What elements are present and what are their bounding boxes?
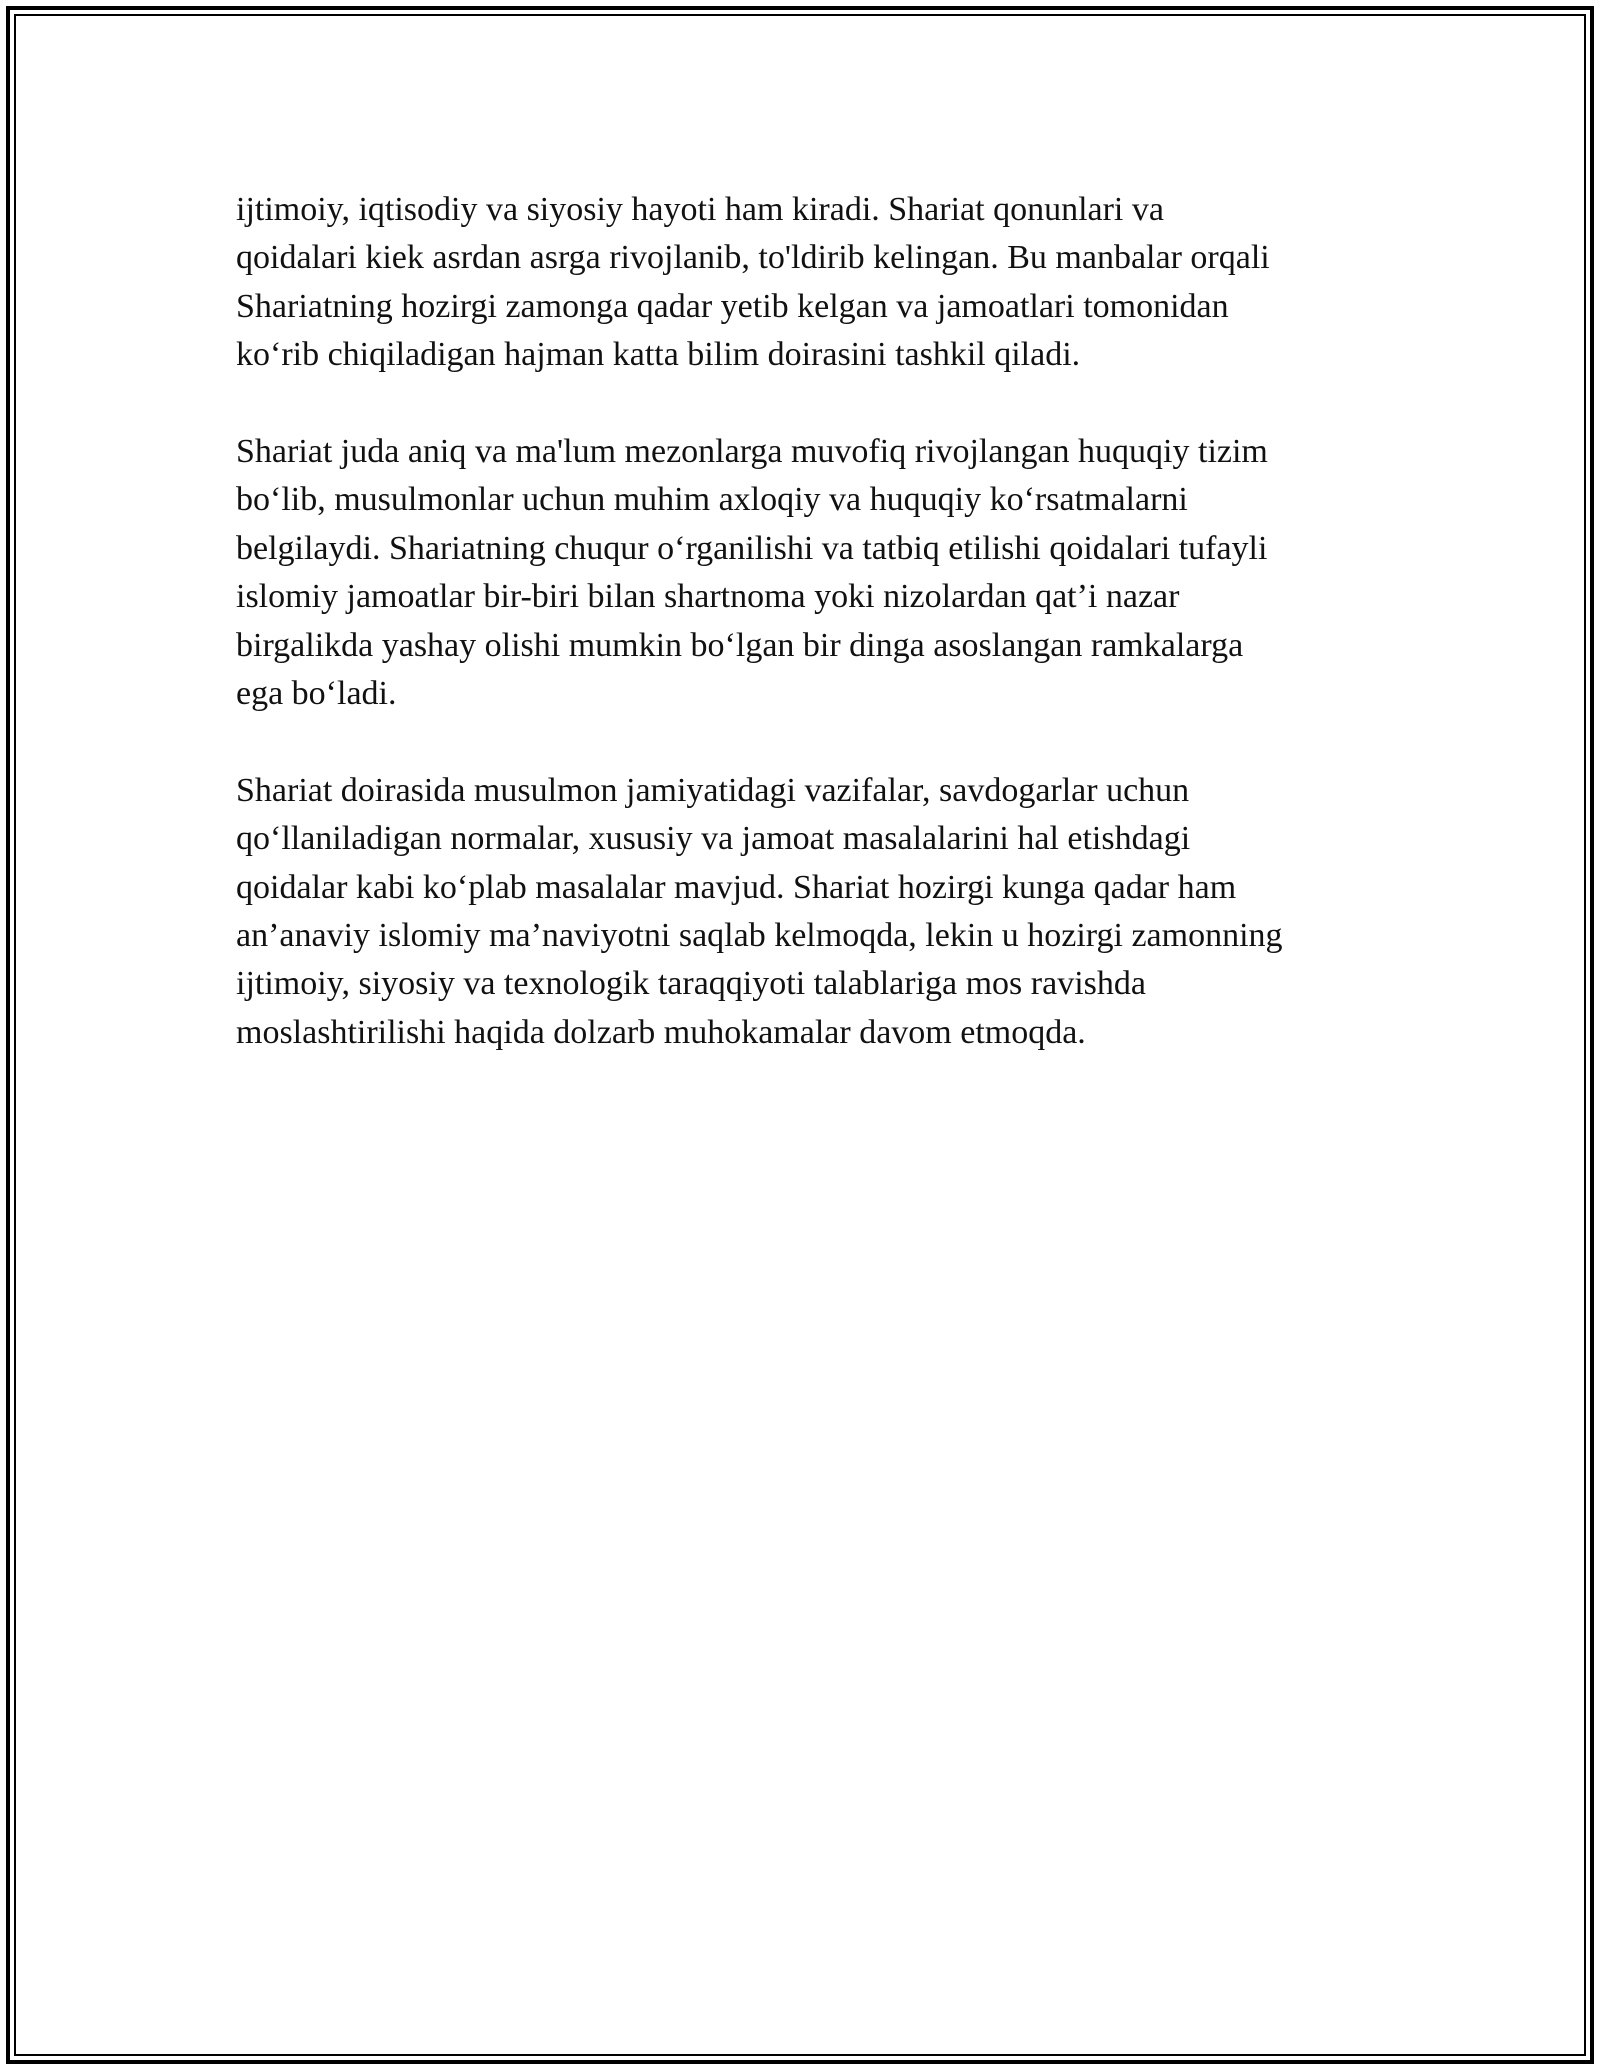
text-line: moslashtirilishi haqida dolzarb muhokamalar davom etmoqda. xyxy=(236,1013,1086,1051)
text-line: ijtimoiy, iqtisodiy va siyosiy hayoti ham kiradi. Shariat qonunlari va xyxy=(236,191,1164,228)
text-line: an’anaviy islomiy ma’naviyotni saqlab kelmoqda, lekin u hozirgi zamonning xyxy=(236,917,1283,955)
text-line: qoidalari kiek asrdan asrga rivojlanib, to'ldirib kelingan. Bu manbalar orqali xyxy=(236,239,1270,277)
text-line: bo‘lib, musulmonlar uchun muhim axloqiy va huquqiy ko‘rsatmalarni xyxy=(236,481,1188,519)
text-line: ko‘rib chiqiladigan hajman katta bilim doirasini tashkil qiladi. xyxy=(236,336,1081,374)
document-body xyxy=(236,186,1376,1106)
paragraph-3 xyxy=(236,767,1376,1057)
text-line: Shariat doirasida musulmon jamiyatidagi vazifalar, savdogarlar uchun xyxy=(236,771,1190,809)
text-line: Shariat juda aniq va ma'lum mezonlarga muvofiq rivojlangan huquqiy tizim xyxy=(236,433,1268,471)
text-line: qo‘llaniladigan normalar, xususiy va jamoat masalalarini hal etishdagi xyxy=(236,820,1191,858)
text-line: qoidalar kabi ko‘plab masalalar mavjud. Shariat hozirgi kunga qadar ham xyxy=(236,868,1237,906)
text-line: ijtimoiy, siyosiy va texnologik taraqqiyoti talablariga mos ravishda xyxy=(236,965,1146,1003)
paragraph-1 xyxy=(236,186,1376,380)
text-line: Shariatning hozirgi zamonga qadar yetib kelgan va jamoatlari tomonidan xyxy=(236,287,1229,325)
text-line: birgalikda yashay olishi mumkin bo‘lgan bir dinga asoslangan ramkalarga xyxy=(236,626,1244,664)
paragraph-2 xyxy=(236,428,1376,718)
text-line: belgilaydi. Shariatning chuqur o‘rganilishi va tatbiq etilishi qoidalari tufayli xyxy=(236,529,1268,567)
text-line: islomiy jamoatlar bir-biri bilan shartnoma yoki nizolardan qat’i nazar xyxy=(236,578,1180,616)
text-line: ega bo‘ladi. xyxy=(236,675,397,713)
